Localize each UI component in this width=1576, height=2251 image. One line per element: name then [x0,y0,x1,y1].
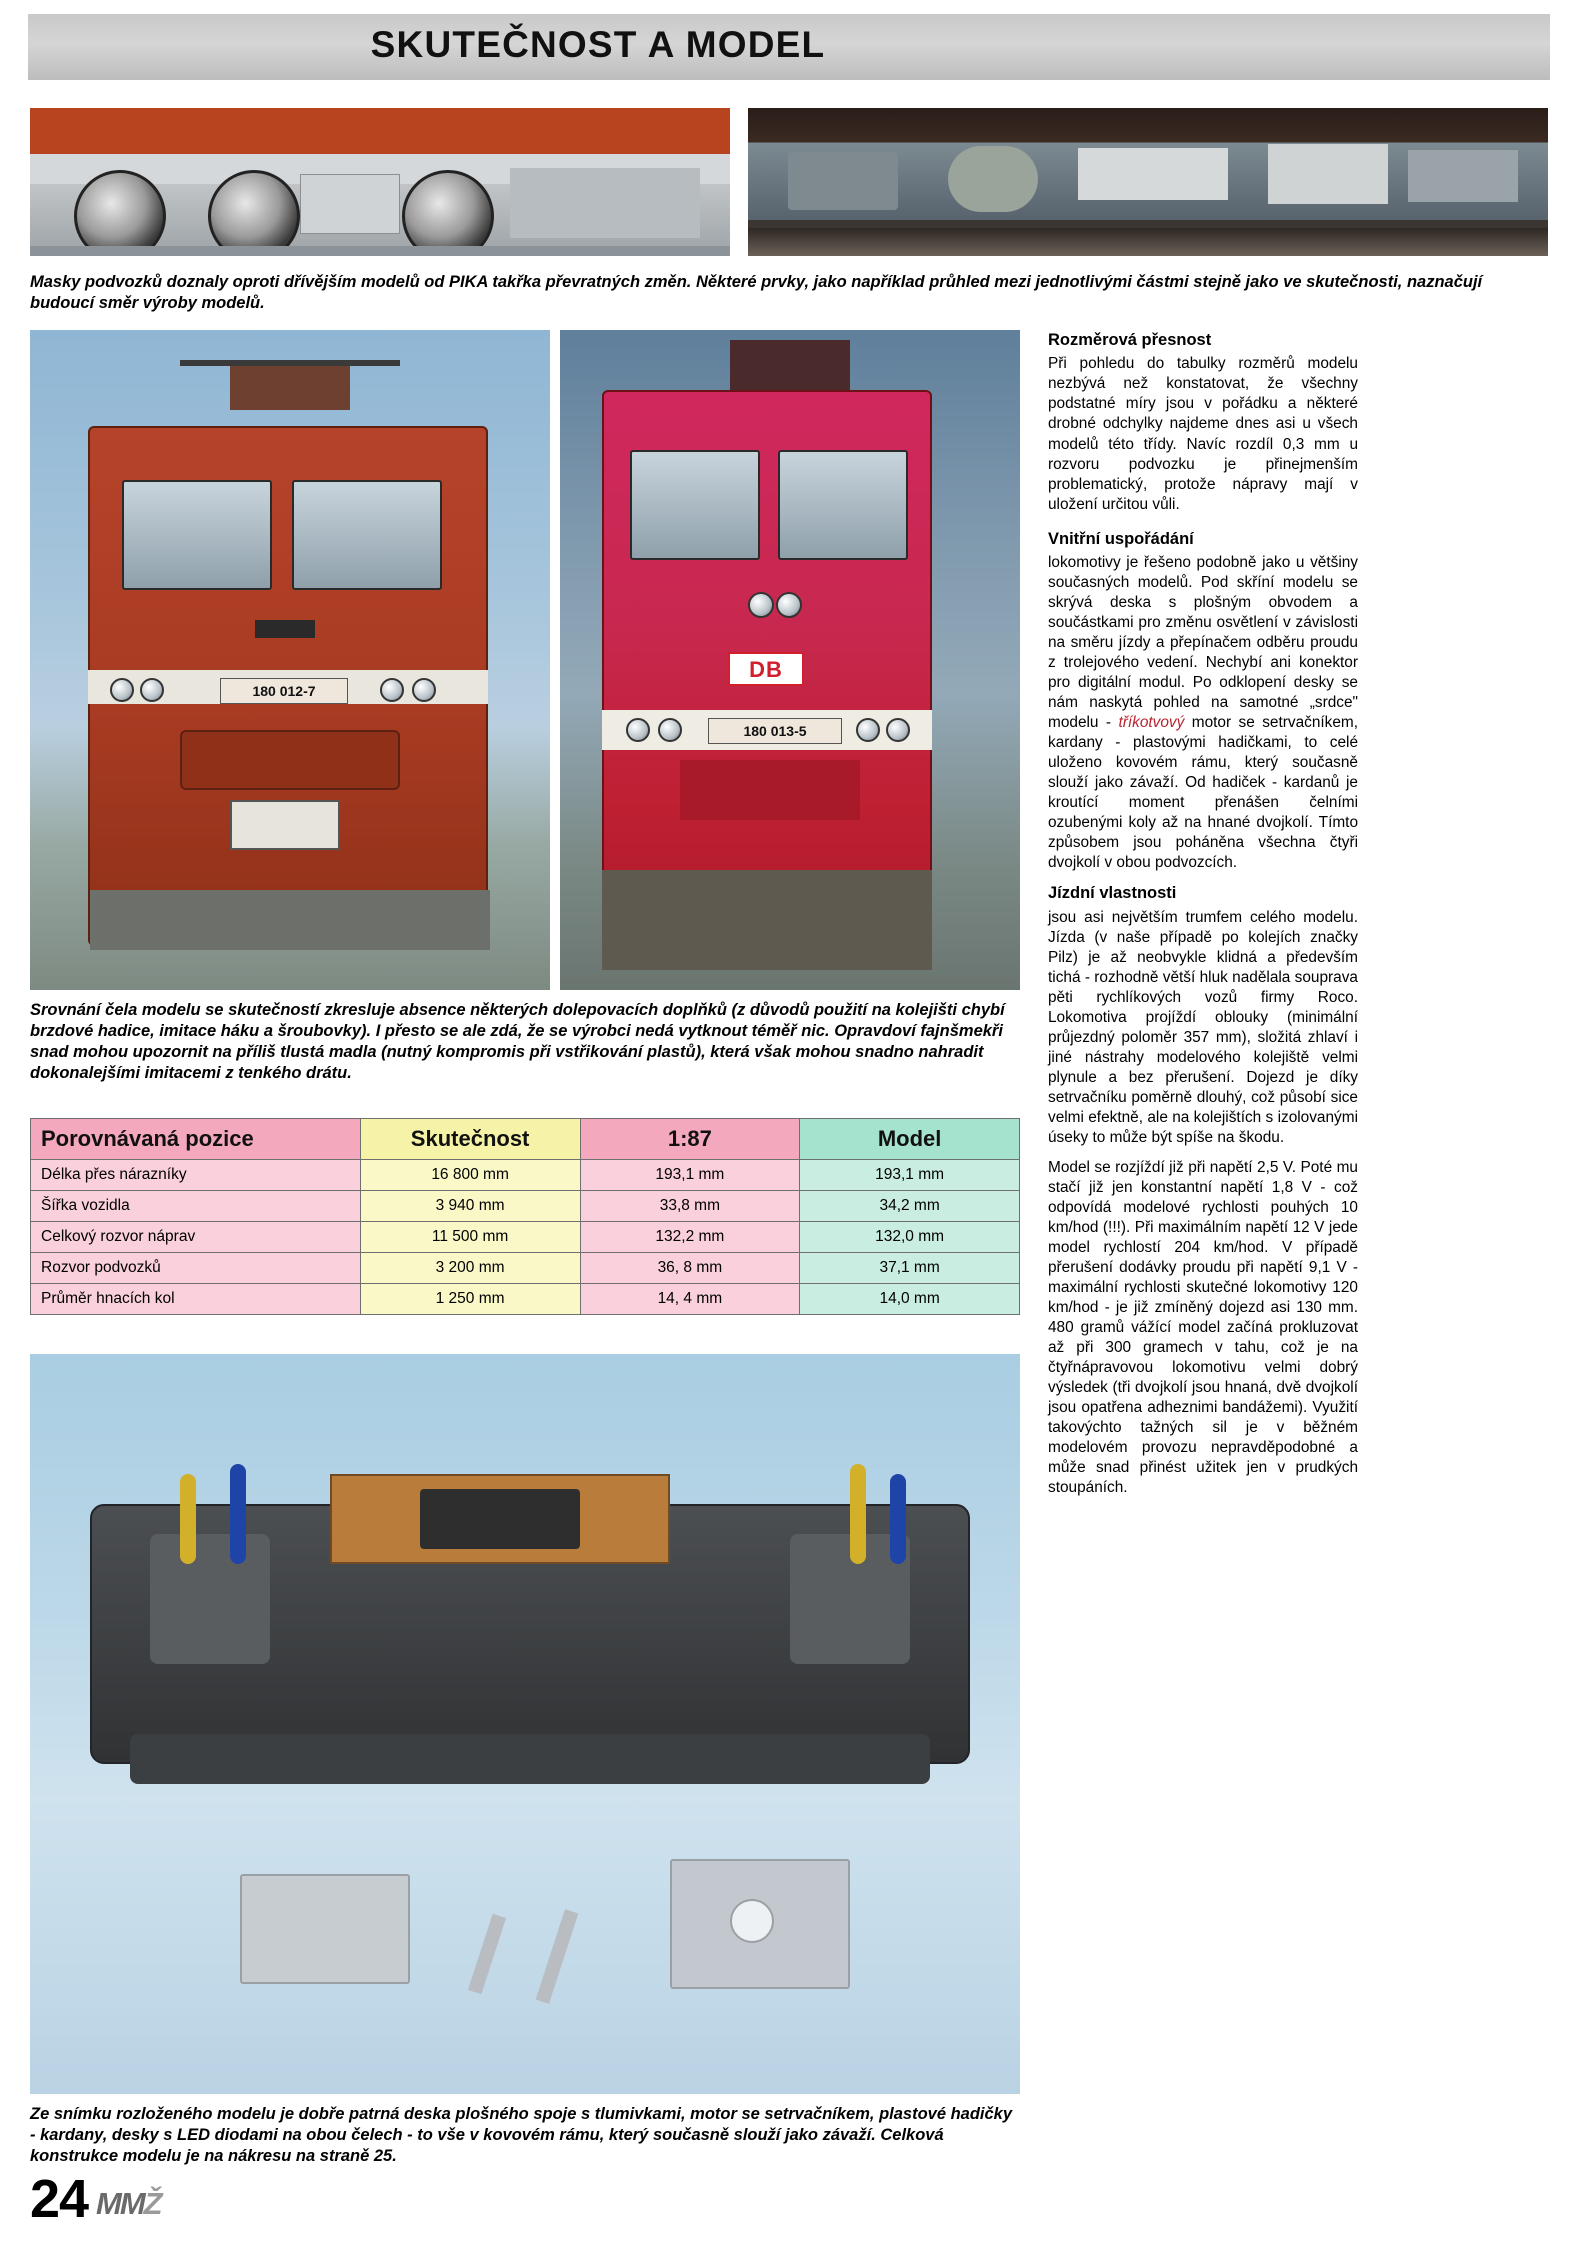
section-body-running-properties: jsou asi největším trumfem celého modelu. Jízda (v naše případě po kolejích značky Pilz) je až neobvykle klidná a především tichá - rozhodně větší hluk nadělala souprava pěti rychlíkových vozů firmy Roco. Lokomotiva projíždí oblouky (minimální průjezdný poloměr 357 mm), složitá zhlaví i jiné nástrahy modelového kolejiště velmi plynule a bez přerušení. Dojezd je díky setrvačníku poměrně dlouhý, což působí sice velmi efektně, ale na kolejištích s izolovanými úseky to může být spíše na škodu. [1048,908,1358,1146]
caption-bottom: Ze snímku rozloženého modelu je dobře patrná deska plošného spoje s tlumivkami, motor se setrvačníkem, plastové hadičky - kardany, desky s LED diodami na obou čelech - to vše v kovovém rámu, který současně slouží jako závaží. Celková konstrukce modelu je na nákresu na straně 25. [30,2105,1013,2166]
magazine-logo [96,2186,161,2222]
internal-layout-emphasis: tříkotvový [1118,714,1185,732]
cell-model: 37,1 mm [800,1253,1020,1284]
photo-bogie-real [748,108,1548,256]
section-heading-dimensional-accuracy: Rozměrová přesnost [1048,331,1212,349]
page-title: SKUTEČNOST A MODEL [370,24,826,65]
table-row [31,1253,1020,1284]
header-model: Model [800,1119,1020,1160]
photo-bogie-model [30,108,730,256]
table-header-row [31,1119,1020,1160]
cell-position: Průměr hnacích kol [31,1284,361,1315]
cell-scale: 33,8 mm [580,1191,800,1222]
logo-accent: Ž [143,2186,161,2221]
cell-reality: 3 940 mm [360,1191,580,1222]
section-body-dimensional-accuracy: Při pohledu do tabulky rozměrů modelu nezbývá než konstatovat, že všechny podstatné míry jsou v pořádku a některé drobné odchylky najdeme dnes asi u všech modelů této třídy. Navíc rozdíl 0,3 mm u rozvoru podvozku je přinejmenším problematický, protože nápravy mají v uložení určitou vůli. [1048,355,1358,513]
cell-scale: 36, 8 mm [580,1253,800,1284]
table-row [31,1222,1020,1253]
cell-scale: 14, 4 mm [580,1284,800,1315]
cell-reality: 11 500 mm [360,1222,580,1253]
dimensions-table-wrapper [30,1118,1020,1315]
caption-top: Masky podvozků doznaly oproti dřívějším modelů od PIKA takřka převratných změn. Některé prvky, jako například průhled mezi jednotlivými částmi stejně jako ve skutečnosti, naznačují budoucí směr výroby modelů. [30,273,1483,313]
dimensions-table [30,1118,1020,1315]
cell-reality: 16 800 mm [360,1160,580,1191]
section-heading-internal-layout: Vnitřní uspořádání [1048,529,1194,548]
cell-scale: 132,2 mm [580,1222,800,1253]
db-logo: DB [728,652,804,686]
article-column [1048,330,1358,1512]
cell-reality: 1 250 mm [360,1284,580,1315]
header-scale: 1:87 [580,1119,800,1160]
cell-model: 34,2 mm [800,1191,1020,1222]
table-row [31,1284,1020,1315]
model-number-plate-right: 180 013-5 [708,718,842,744]
photo-real-locomotive [560,330,1020,990]
cell-model: 132,0 mm [800,1222,1020,1253]
internal-layout-part1: lokomotivy je řešeno podobně jako u většiny současných modelů. Pod skříní modelu se skrývá deska s plošným obvodem a součástkami pro změnu osvětlení v závislosti na směru jízdy a přepínačem odběru proudu z trolejového vedení. Nechybí ani konektor pro digitální modul. Po odklopení desky se nám naskytá pohled na samotné „srdce" modelu - [1048,554,1358,732]
caption-middle: Srovnání čela modelu se skutečností zkresluje absence některých dolepovacích doplňků (z důvodů použití na kolejišti chybí brzdové hadice, imitace háku a šroubovky). I přesto se ale zdá, že se výrobci nedá vytknout téměř nic. Opravdoví fajnšmekři snad mohou upozornit na příliš tlustá madla (nutný kompromis při vstřikování plastů), která však mohou snadno nahradit dokonalejšími imitacemi z tenkého drátu. [30,1001,1005,1083]
cell-position: Rozvor podvozků [31,1253,361,1284]
section-body-internal-layout [1048,553,1358,873]
cell-scale: 193,1 mm [580,1160,800,1191]
logo-main: MM [96,2186,144,2221]
table-row [31,1191,1020,1222]
photo-model-front [30,330,550,990]
table-row [31,1160,1020,1191]
cell-model: 14,0 mm [800,1284,1020,1315]
photo-disassembled-model [30,1354,1020,2094]
header-position: Porovnávaná pozice [31,1119,361,1160]
cell-position: Celkový rozvor náprav [31,1222,361,1253]
cell-position: Délka přes nárazníky [31,1160,361,1191]
section-heading-running-properties: Jízdní vlastnosti [1048,884,1177,903]
article-closing-paragraph: Model se rozjíždí již při napětí 2,5 V. Poté mu stačí již jen konstantní napětí 1,8 V - což odpovídá modelové rychlosti pouhých 10 km/hod (!!!). Při maximálním napětí 12 V jede model rychlostí 204 km/hod. V případě přerušení dodávky proudu při napětí 9,1 V - maximální rychlosti skutečné lokomotivy 120 km/hod - je již zmíněný dojezd asi 130 mm. 480 gramů vážící model začíná prokluzovat až při 300 gramech v tahu, což je na čtyřnápravovou lokomotivu velmi dobrý výsledek (tři dvojkolí jsou hnaná, dvě dvojkolí jsou opatřena adheznimi bandážemi). Využití takovýchto tažných sil je v běžném modelovém provozu nepravděpodobné a může snad přinést užitek jen v prudkých stoupáních. [1048,1158,1358,1497]
internal-layout-part2: motor se setrvačníkem, kardany - plastovými hadičkami, to celé uloženo kovovém rámu, který současně slouží jako závaží. Od hadiček - kardanů je kroutící moment přenášen čelními ozubenými koly až na hnané dvojkolí. Tímto způsobem jsou poháněna všechna čtyři dvojkolí v obou podvozcích. [1048,714,1359,872]
cell-position: Šířka vozidla [31,1191,361,1222]
cell-reality: 3 200 mm [360,1253,580,1284]
page-number: 24 [30,2169,89,2229]
header-reality: Skutečnost [360,1119,580,1160]
cell-model: 193,1 mm [800,1160,1020,1191]
model-number-plate-left: 180 012-7 [220,678,348,704]
